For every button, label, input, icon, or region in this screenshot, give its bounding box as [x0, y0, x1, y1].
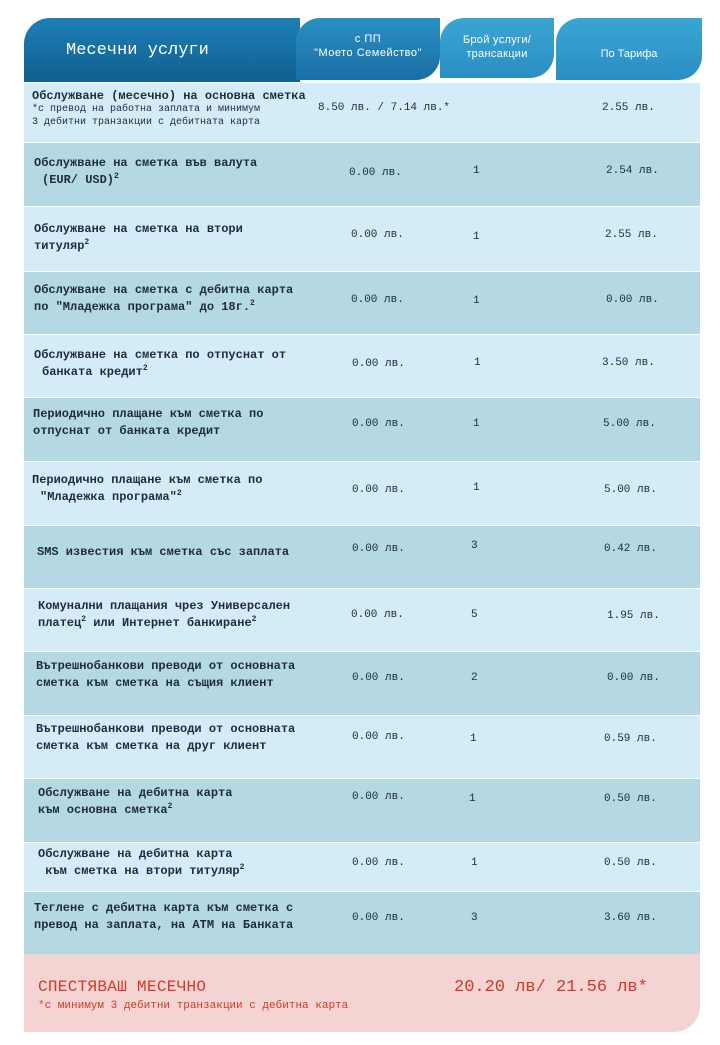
- row-tariff-price: 3.50 лв.: [602, 357, 655, 369]
- column-header-tariff: [556, 18, 702, 80]
- row-label-line1: Обслужване на сметка във валута: [34, 156, 258, 170]
- savings-note: *с минимум 3 дебитни транзакции с дебитна карта: [38, 1000, 349, 1012]
- savings-footer: [24, 954, 700, 1032]
- footnote-marker: 2: [167, 802, 173, 811]
- row-label-line2: превод на заплата, на АТМ на Банката: [34, 918, 294, 932]
- row-label-line2: титуляр: [34, 239, 85, 253]
- row-package-price: 0.00 лв.: [352, 543, 405, 555]
- table-row: [24, 398, 700, 461]
- row-label-line2-part1: платец: [38, 616, 82, 630]
- column-header-package-line1: с ПП: [354, 33, 382, 45]
- row-tariff-price: 0.59 лв.: [604, 733, 657, 745]
- row-tariff-price: 0.00 лв.: [606, 294, 659, 306]
- row-label-line1: Периодично плащане към сметка по: [33, 407, 264, 421]
- row-label: [38, 785, 232, 819]
- row-label-line1: Периодично плащане към сметка по: [32, 473, 263, 487]
- footnote-marker: 2: [114, 172, 119, 181]
- row-label: [34, 347, 286, 381]
- row-count: 3: [471, 912, 478, 924]
- row-package-price: 0.00 лв.: [352, 731, 405, 743]
- row-note-line1: *с превод на работна заплата и минимум: [32, 104, 261, 115]
- footnote-marker: 2: [176, 489, 182, 498]
- row-package-price: 0.00 лв.: [352, 791, 405, 803]
- row-count: 1: [473, 165, 480, 177]
- column-header-count-line2: трансакции: [466, 48, 528, 60]
- row-label-line1: Вътрешнобанкови преводи от основната: [36, 722, 296, 736]
- table-row: [24, 143, 700, 206]
- row-tariff-price: 2.55 лв.: [602, 102, 655, 114]
- row-tariff-price: 0.00 лв.: [607, 672, 660, 684]
- table-row: [24, 207, 700, 271]
- row-tariff-price: 1.95 лв.: [607, 610, 660, 622]
- table-row: [24, 526, 700, 588]
- table-row: [24, 843, 700, 891]
- row-tariff-price: 0.42 лв.: [604, 543, 657, 555]
- row-label: [36, 721, 295, 755]
- footnote-marker: 2: [142, 364, 148, 373]
- column-header-package: [296, 18, 440, 80]
- row-label-line2: (EUR/ USD): [42, 173, 115, 187]
- row-package-price: 0.00 лв.: [351, 294, 404, 306]
- row-package-price: 0.00 лв.: [352, 912, 405, 924]
- row-count: 1: [473, 482, 480, 494]
- row-count: 1: [470, 733, 477, 745]
- row-note-line2: 3 дебитни транзакции с дебитната карта: [32, 117, 261, 128]
- row-label-line1: Обслужване (месечно) на основна сметка: [32, 89, 306, 103]
- row-tariff-price: 3.60 лв.: [604, 912, 657, 924]
- row-label: [34, 155, 257, 189]
- column-header-tariff-text: По Тарифа: [600, 48, 658, 60]
- row-label: [32, 472, 262, 506]
- row-tariff-price: 0.50 лв.: [604, 793, 657, 805]
- table-row: [24, 892, 700, 954]
- footnote-marker: 2: [250, 299, 255, 308]
- row-tariff-price: 0.50 лв.: [604, 857, 657, 869]
- row-label-line2: "Младежка програма": [40, 490, 177, 504]
- row-label-line2: към основна сметка: [38, 803, 168, 817]
- table-title-text: Месечни услуги: [66, 40, 209, 60]
- savings-title: СПЕСТЯВАШ МЕСЕЧНО: [38, 978, 207, 996]
- row-count: 1: [471, 857, 478, 869]
- table-row: [24, 462, 700, 525]
- savings-total: 20.20 лв/ 21.56 лв*: [454, 978, 648, 997]
- row-package-price: 0.00 лв.: [352, 857, 405, 869]
- row-tariff-price: 2.55 лв.: [605, 229, 658, 241]
- row-package-price: 0.00 лв.: [352, 358, 405, 370]
- row-label-line1: SMS известия към сметка със заплата: [37, 545, 290, 559]
- table-row: [24, 716, 700, 778]
- row-label-line1: Теглене с дебитна карта към сметка с: [34, 901, 294, 915]
- row-label-line2: сметка към сметка на същия клиент: [36, 676, 274, 690]
- row-label-line1: Обслужване на дебитна карта: [38, 786, 233, 800]
- row-count: 1: [473, 418, 480, 430]
- row-package-price: 0.00 лв.: [351, 609, 404, 621]
- row-package-price: 8.50 лв. / 7.14 лв.*: [318, 102, 451, 114]
- row-label: [37, 544, 289, 561]
- row-label: [38, 846, 244, 880]
- row-label-line1: Обслужване на сметка по отпуснат от: [34, 348, 287, 362]
- row-tariff-price: 5.00 лв.: [604, 484, 657, 496]
- row-package-price: 0.00 лв.: [352, 672, 405, 684]
- row-label-line1: Комунални плащания чрез Универсален: [38, 599, 291, 613]
- row-label-line2: сметка към сметка на друг клиент: [36, 739, 267, 753]
- row-label-line1: Обслужване на сметка с дебитна карта: [34, 283, 294, 297]
- row-tariff-price: 5.00 лв.: [603, 418, 656, 430]
- row-label-line2-part2: или Интернет банкиране: [86, 616, 252, 630]
- row-label-line2: отпуснат от банката кредит: [33, 424, 221, 438]
- row-label-line1: Обслужване на дебитна карта: [38, 847, 233, 861]
- row-label-line1: Обслужване на сметка на втори: [34, 222, 243, 236]
- row-package-price: 0.00 лв.: [349, 167, 402, 179]
- row-count: 1: [469, 793, 476, 805]
- row-label-line2: към сметка на втори титуляр: [38, 864, 240, 878]
- footnote-marker: 2: [81, 615, 87, 624]
- row-label: [34, 900, 293, 934]
- table-row: [24, 589, 700, 651]
- table-row: [24, 652, 700, 715]
- row-label: [32, 89, 306, 129]
- row-package-price: 0.00 лв.: [352, 484, 405, 496]
- row-tariff-price: 2.54 лв.: [606, 165, 659, 177]
- column-header-count: [440, 18, 554, 78]
- row-count: 5: [471, 609, 478, 621]
- row-label-line2: по "Младежка програма" до 18г.: [34, 300, 251, 314]
- footnote-marker: 2: [251, 615, 257, 624]
- row-count: 2: [471, 672, 478, 684]
- footnote-marker: 2: [239, 863, 245, 872]
- row-label: [33, 406, 263, 440]
- table-row: [24, 335, 700, 397]
- row-label-line1: Вътрешнобанкови преводи от основната: [36, 659, 296, 673]
- table-row: [24, 272, 700, 334]
- column-header-package-line2: "Моето Семейство": [314, 47, 422, 59]
- column-header-count-line1: Брой услуги/: [462, 34, 532, 46]
- row-label-line2: банката кредит: [42, 365, 143, 379]
- row-label: [36, 658, 295, 692]
- row-label: [38, 598, 290, 632]
- table-row: [24, 779, 700, 842]
- row-count: 1: [473, 295, 480, 307]
- row-package-price: 0.00 лв.: [351, 229, 404, 241]
- footnote-marker: 2: [84, 238, 90, 247]
- row-count: 3: [471, 540, 478, 552]
- row-package-price: 0.00 лв.: [352, 418, 405, 430]
- table-row: [24, 83, 700, 142]
- table-title: [24, 18, 300, 82]
- row-count: 1: [474, 357, 481, 369]
- row-label: [34, 221, 243, 255]
- row-count: 1: [473, 231, 480, 243]
- row-label: [34, 282, 293, 316]
